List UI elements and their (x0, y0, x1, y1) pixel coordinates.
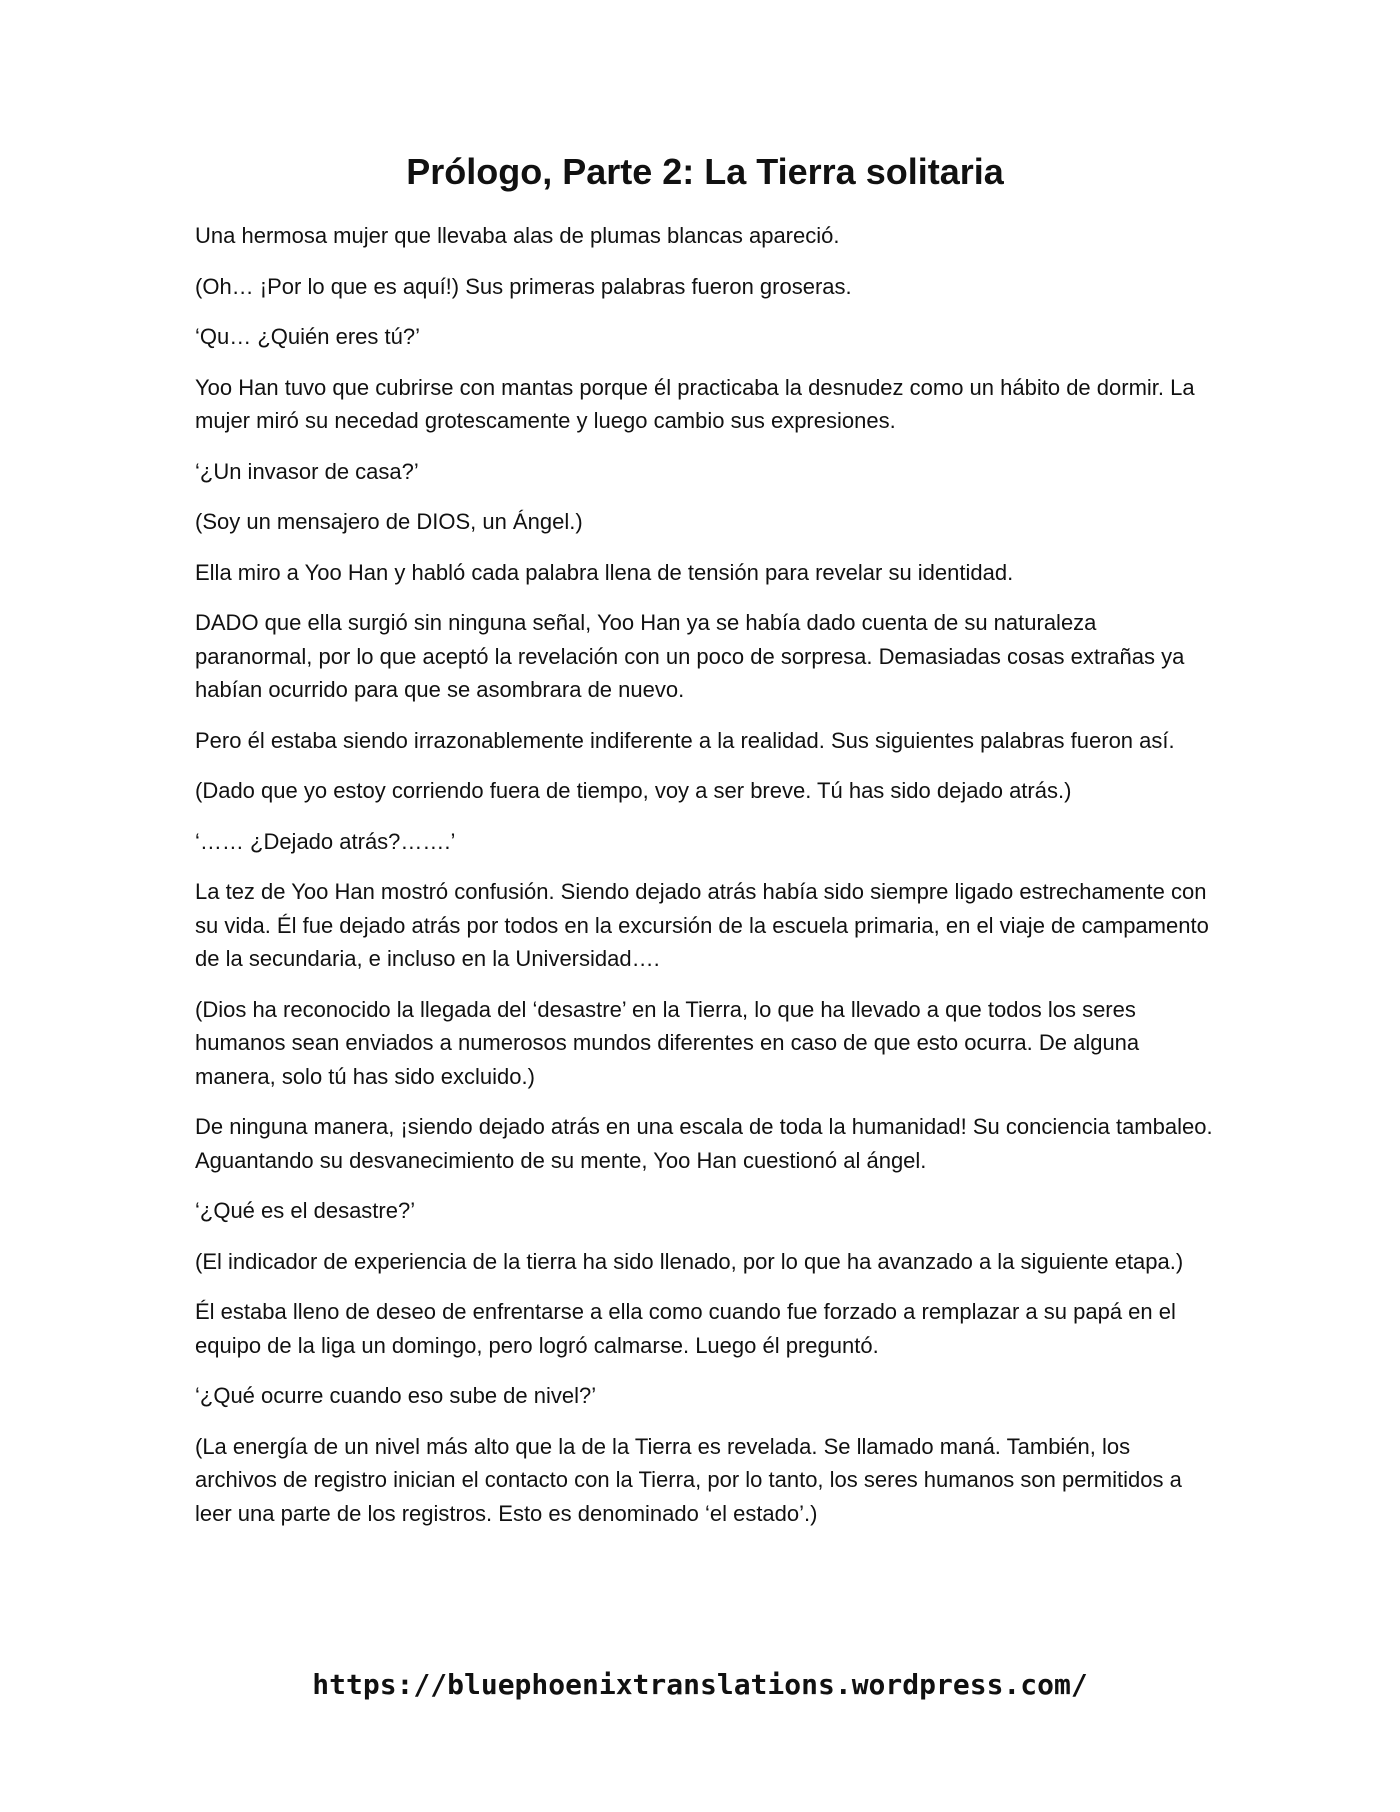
paragraph-9: Pero él estaba siendo irrazonablemente indiferente a la realidad. Sus siguientes palabras fueron así. (195, 727, 1175, 753)
paragraph-4: Yoo Han tuvo que cubrirse con mantas porque él practicaba la desnudez como un hábito de dormir. La mujer miró su necedad grotescamente y luego cambio sus expresiones. (195, 374, 1195, 434)
paragraph-7: Ella miro a Yoo Han y habló cada palabra llena de tensión para revelar su identidad. (195, 559, 1014, 585)
footer-url-link[interactable]: https://bluephoenixtranslations.wordpress.com/ (312, 1668, 1088, 1701)
paragraph-12: La tez de Yoo Han mostró confusión. Siendo dejado atrás había sido siempre ligado estrechamente con su vida. Él fue dejado atrás por todos en la excursión de la escuela primaria, en el viaje de campamento de la secundaria, e incluso en la Universidad…. (195, 879, 1209, 972)
paragraph-13: (Dios ha reconocido la llegada del ‘desastre’ en la Tierra, lo que ha llevado a que todos los seres humanos sean enviados a numerosos mundos diferentes en caso de que esto ocurra. De alguna manera, solo tú has sido excluido.) (195, 996, 1140, 1089)
document-page (195, 150, 1215, 1547)
paragraph-17: Él estaba lleno de deseo de enfrentarse a ella como cuando fue forzado a remplazar a su papá en el equipo de la liga un domingo, pero logró calmarse. Luego él preguntó. (195, 1299, 1176, 1358)
paragraph-2: (Oh… ¡Por lo que es aquí!) Sus primeras palabras fueron groseras. (195, 273, 852, 299)
paragraph-19: (La energía de un nivel más alto que la de la Tierra es revelada. Se llamado maná. También, los archivos de registro inician el contacto con la Tierra, por lo tanto, los seres humanos son permitidos a leer una parte de los registros. Esto es denominado ‘el estado’.) (195, 1433, 1182, 1526)
paragraph-18: ‘¿Qué ocurre cuando eso sube de nivel?’ (195, 1383, 597, 1409)
paragraph-10: (Dado que yo estoy corriendo fuera de tiempo, voy a ser breve. Tú has sido dejado atrás.) (195, 778, 1072, 804)
paragraph-8: DADO que ella surgió sin ninguna señal, Yoo Han ya se había dado cuenta de su naturaleza paranormal, por lo que aceptó la revelación con un poco de sorpresa. Demasiadas cosas extrañas ya habían ocurrido para que se asombrara de nuevo. (195, 610, 1185, 703)
paragraph-3: ‘Qu… ¿Quién eres tú?’ (195, 324, 420, 350)
paragraph-5: ‘¿Un invasor de casa?’ (195, 458, 419, 484)
paragraph-11: ‘…… ¿Dejado atrás?…….’ (195, 828, 456, 854)
paragraph-1: Una hermosa mujer que llevaba alas de plumas blancas apareció. (195, 223, 840, 249)
paragraph-15: ‘¿Qué es el desastre?’ (195, 1198, 416, 1224)
page-title: Prólogo, Parte 2: La Tierra solitaria (406, 151, 1004, 192)
paragraph-6: (Soy un mensajero de DIOS, un Ángel.) (195, 509, 583, 535)
paragraph-16: (El indicador de experiencia de la tierra ha sido llenado, por lo que ha avanzado a la siguiente etapa.) (195, 1248, 1184, 1274)
paragraph-14: De ninguna manera, ¡siendo dejado atrás en una escala de toda la humanidad! Su conciencia tambaleo. Aguantando su desvanecimiento de su mente, Yoo Han cuestionó al ángel. (195, 1114, 1213, 1173)
